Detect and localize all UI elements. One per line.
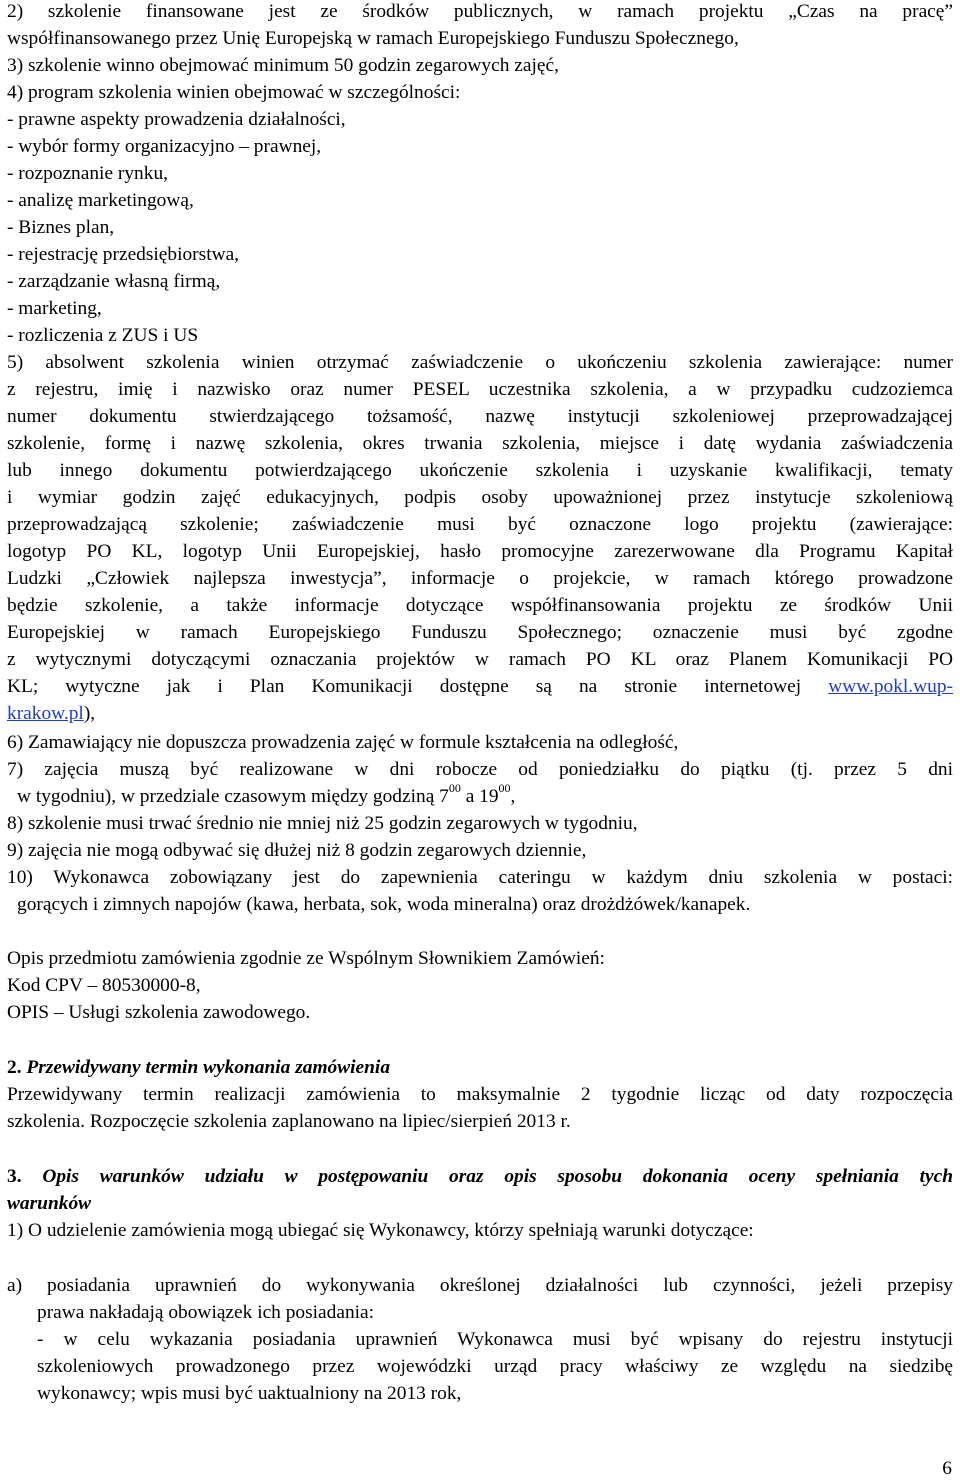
website-link[interactable]: www.pokl.wup- (828, 676, 953, 697)
section-number: 2. (7, 1057, 22, 1078)
section-number: 3. (7, 1166, 22, 1187)
cpv-code: Kod CPV – 80530000-8, (7, 975, 201, 996)
section-heading (7, 1054, 390, 1081)
list-item-continued: wykonawcy; wpis musi być uaktualniony na 2013 rok, (37, 1383, 462, 1404)
text-line: Ludzki „Człowiek najlepsza inwestycja”, informacje o projekcie, w ramach którego prowadzone (7, 568, 953, 589)
list-item: - analizę marketingową, (7, 190, 194, 211)
list-item: 8) szkolenie musi trwać średnio nie mniej niż 25 godzin zegarowych w tygodniu, (7, 813, 638, 834)
superscript: 00 (498, 780, 511, 795)
text-segment: w tygodniu), w przedziale czasowym między godziną 7 (17, 786, 449, 807)
text-line: współfinansowanego przez Unię Europejską w ramach Europejskiego Funduszu Społecznego, (7, 28, 739, 49)
text-line: numer dokumentu stwierdzającego tożsamość, nazwę instytucji szkoleniowej przeprowadzającej (7, 406, 953, 427)
text-line (7, 700, 95, 727)
list-item: - Biznes plan, (7, 217, 115, 238)
list-item: 10) Wykonawca zobowiązany jest do zapewnienia cateringu w każdym dniu szkolenia w postaci: (7, 867, 953, 888)
text-segment: KL; wytyczne jak i Plan Komunikacji dostępne są na stronie internetowej (7, 676, 802, 697)
text-line: 4) program szkolenia winien obejmować w szczególności: (7, 82, 461, 103)
list-item-continued: prawa nakładają obowiązek ich posiadania: (37, 1302, 375, 1323)
text-line (7, 673, 953, 700)
list-item: - zarządzanie własną firmą, (7, 271, 221, 292)
text-line: logotyp PO KL, logotyp Unii Europejskiej, hasło promocyjne zarezerwowane dla Programu Kapitał (7, 541, 953, 562)
list-item: - wybór formy organizacyjno – prawnej, (7, 136, 322, 157)
list-item: - rozliczenia z ZUS i US (7, 325, 199, 346)
text-segment: a 19 (460, 786, 499, 807)
list-item: - rejestrację przedsiębiorstwa, (7, 244, 240, 265)
list-item-continued: gorących i zimnych napojów (kawa, herbata, sok, woda mineralna) oraz drożdżówek/kanapek. (17, 894, 751, 915)
section-title-continued: warunków (7, 1193, 92, 1214)
section-heading (7, 1163, 953, 1190)
cpv-intro: Opis przedmiotu zamówienia zgodnie ze Wspólnym Słownikiem Zamówień: (7, 948, 605, 969)
superscript: 00 (448, 780, 461, 795)
text-segment: ), (83, 703, 96, 724)
page-number: 6 (942, 1458, 952, 1479)
text-line: przeprowadzającą szkolenie; zaświadczenie musi być oznaczone logo projektu (zawierające: (7, 514, 953, 535)
list-item: - w celu wykazania posiadania uprawnień Wykonawca musi być wpisany do rejestru instytucji (37, 1329, 953, 1350)
text-line: z wytycznymi dotyczącymi oznaczania projektów w ramach PO KL oraz Planem Komunikacji PO (7, 649, 953, 670)
text-line: lub innego dokumentu potwierdzającego ukończenie szkolenia i uzyskanie kwalifikacji, tematy (7, 460, 953, 481)
section-title: Przewidywany termin wykonania zamówienia (26, 1057, 391, 1078)
list-item: 7) zajęcia muszą być realizowane w dni robocze od poniedziałku do piątku (tj. przez 5 dni (7, 759, 953, 780)
section-title: Opis warunków udziału w postępowaniu oraz opis sposobu dokonania oceny spełniania tych (42, 1166, 953, 1187)
text-line: szkolenie, formę i nazwę szkolenia, okres trwania szkolenia, miejsce i datę wydania zaświadczenia (7, 433, 953, 454)
text-segment: , (510, 786, 516, 807)
text-line: Przewidywany termin realizacji zamówienia to maksymalnie 2 tygodnie licząc od daty rozpoczęcia (7, 1084, 953, 1105)
text-line: 1) O udzielenie zamówienia mogą ubiegać się Wykonawcy, którzy spełniają warunki dotyczące: (7, 1220, 754, 1241)
website-link-continued[interactable]: krakow.pl (7, 703, 84, 724)
cpv-description: OPIS – Usługi szkolenia zawodowego. (7, 1002, 311, 1023)
text-line: z rejestru, imię i nazwisko oraz numer PESEL uczestnika szkolenia, a w przypadku cudzoziemca (7, 379, 953, 400)
list-item: - prawne aspekty prowadzenia działalności, (7, 109, 346, 130)
list-item-continued: szkoleniowych prowadzonego przez wojewódzki urząd pracy właściwy ze względu na siedzibę (37, 1356, 953, 1377)
list-item: 9) zajęcia nie mogą odbywać się dłużej niż 8 godzin zegarowych dziennie, (7, 840, 587, 861)
text-line: szkolenia. Rozpoczęcie szkolenia zaplanowano na lipiec/sierpień 2013 r. (7, 1111, 571, 1132)
list-item: - marketing, (7, 298, 102, 319)
text-line: 3) szkolenie winno obejmować minimum 50 godzin zegarowych zajęć, (7, 55, 559, 76)
text-line: 2) szkolenie finansowane jest ze środków publicznych, w ramach projektu „Czas na pracę” (7, 1, 953, 22)
text-line: i wymiar godzin zajęć edukacyjnych, podpis osoby upoważnionej przez instytucje szkoleniową (7, 487, 953, 508)
text-line: Europejskiej w ramach Europejskiego Funduszu Społecznego; oznaczenie musi być zgodne (7, 622, 953, 643)
list-item: - rozpoznanie rynku, (7, 163, 168, 184)
text-line: 5) absolwent szkolenia winien otrzymać zaświadczenie o ukończeniu szkolenia zawierające: numer (7, 352, 953, 373)
list-item-continued (17, 780, 516, 810)
list-item: 6) Zamawiający nie dopuszcza prowadzenia zajęć w formule kształcenia na odległość, (7, 732, 679, 753)
text-line: będzie szkolenie, a także informacje dotyczące współfinansowania projektu ze środków Unii (7, 595, 953, 616)
list-item: a) posiadania uprawnień do wykonywania określonej działalności lub czynności, jeżeli przepisy (7, 1275, 953, 1296)
